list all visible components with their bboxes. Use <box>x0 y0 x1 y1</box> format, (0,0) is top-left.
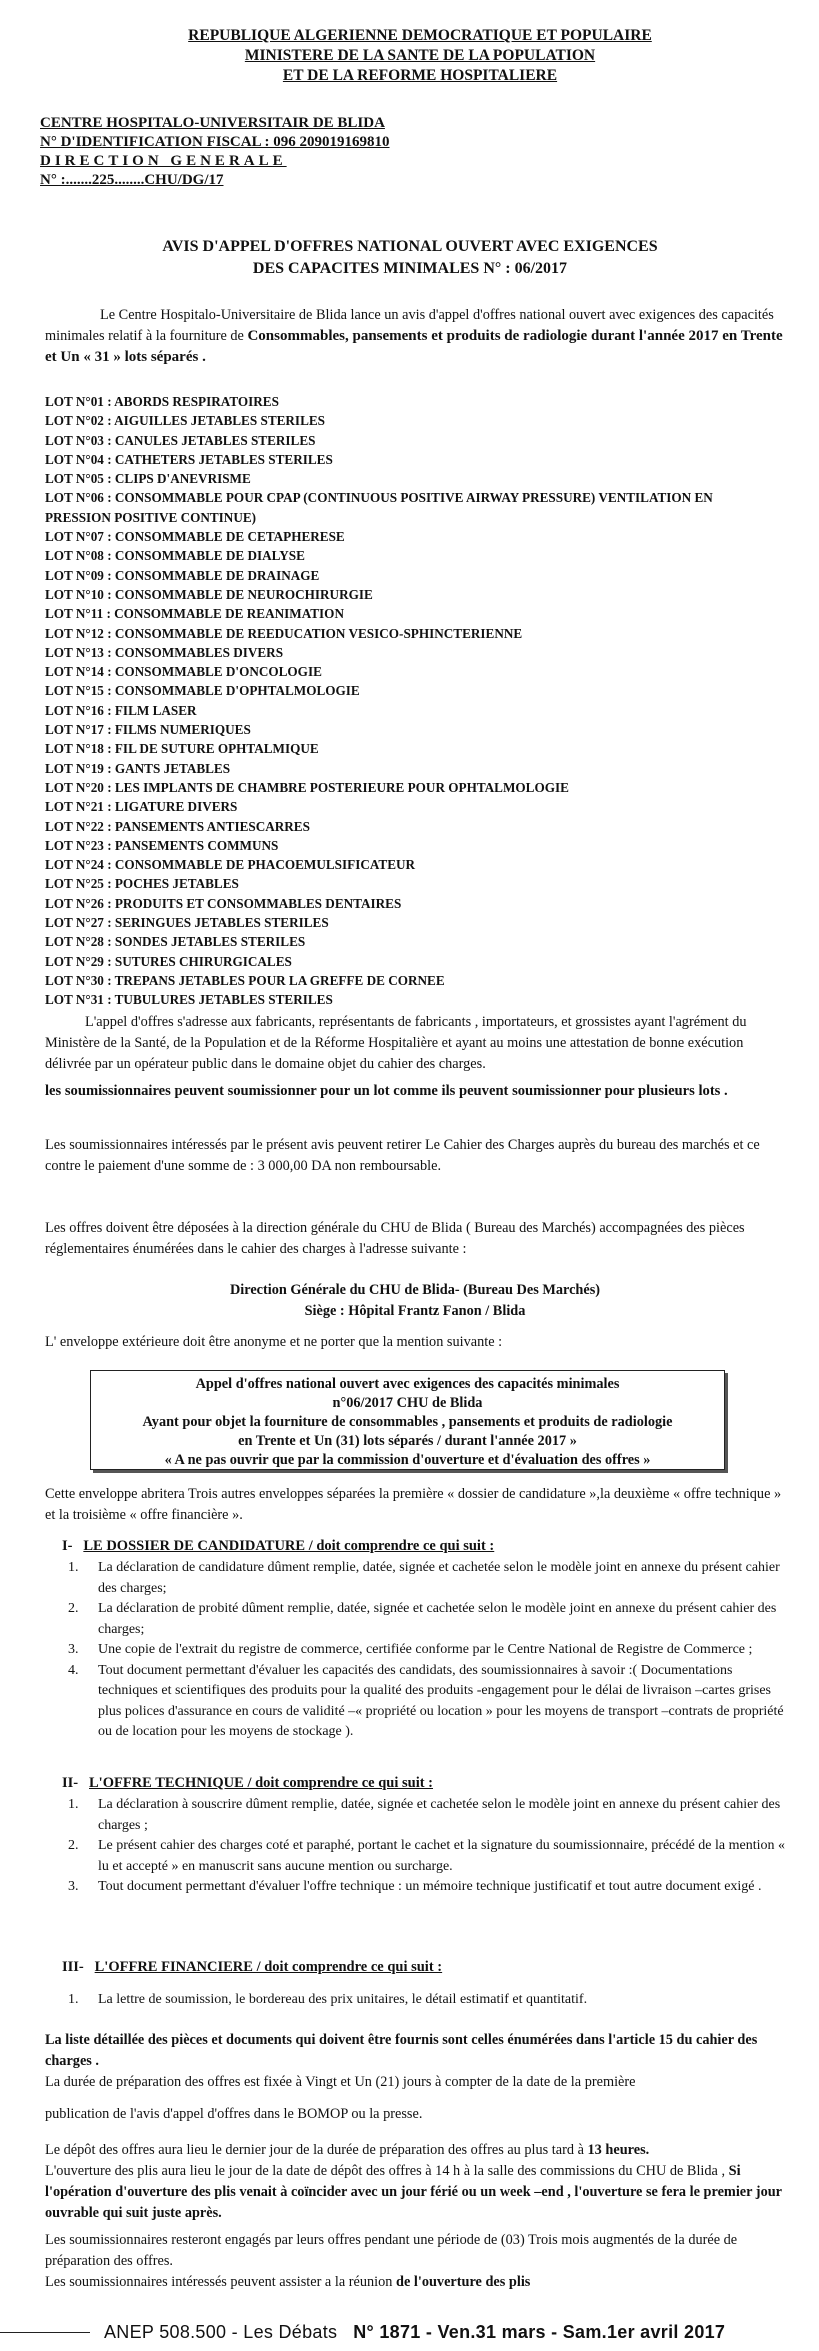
lot-item: LOT N°29 : SUTURES CHIRURGICALES <box>45 953 292 969</box>
lot-item: LOT N°23 : PANSEMENTS COMMUNS <box>45 837 279 853</box>
notice-title <box>110 236 710 280</box>
assist-paragraph <box>45 2272 785 2293</box>
intro-object: Consommables, pansements et produits de radiologie durant l'année 2017 en Trente et Un « 31 » lots séparés . <box>45 328 783 365</box>
intro-paragraph <box>45 305 785 368</box>
address-line: Direction Générale du CHU de Blida- (Bureau Des Marchés) <box>229 1282 601 1298</box>
item-text: Tout document permettant d'évaluer les capacités des candidats, des soumissionnaires à savoir :( Documentations techniques et scientifiques des produits pour la qualité des produits -engagement pour le délai de livraison –cartes grises plus polices d'assurance en cours de validité –« propriété ou location » pour les moyens de transport –contrats de propriété ou de location pour les moyens de stockage ). <box>98 1662 784 1739</box>
footer-rule <box>0 2332 90 2333</box>
box-line: « A ne pas ouvrir que par la commission d'ouverture et d'évaluation des offres » <box>164 1452 651 1468</box>
lot-item: LOT N°10 : CONSOMMABLE DE NEUROCHIRURGIE <box>45 586 373 602</box>
lot-item: PRESSION POSITIVE CONTINUE) <box>45 509 257 525</box>
envelope-paragraph: L' enveloppe extérieure doit être anonyme et ne porter que la mention suivante : <box>45 1334 503 1350</box>
notice-title-line: AVIS D'APPEL D'OFFRES NATIONAL OUVERT AVEC EXIGENCES <box>162 238 658 255</box>
lot-item: LOT N°27 : SERINGUES JETABLES STERILES <box>45 915 329 931</box>
section-financiere-title <box>62 1957 442 1978</box>
section-title: L'OFFRE FINANCIERE / doit comprendre ce qui suit : <box>94 1959 443 1975</box>
org-ref: N° :.......225........CHU/DG/17 <box>40 172 224 188</box>
address-block <box>45 1280 785 1322</box>
section-financiere-items <box>68 1990 788 2011</box>
ouverture-holiday: Si l'opération d'ouverture des plis venait à coïncider avec un jour férié ou un week –end , l'ouverture se fera le premier jour ouvrable qui suit juste après. <box>45 2163 782 2221</box>
item-text: La déclaration de candidature dûment remplie, datée, signée et cachetée selon le modèle joint en annexe du présent cahier des charges; <box>98 1560 780 1596</box>
depot-time-paragraph <box>45 2140 785 2161</box>
lot-item: LOT N°19 : GANTS JETABLES <box>45 760 231 776</box>
lot-item: LOT N°06 : CONSOMMABLE POUR CPAP (CONTINUOUS POSITIVE AIRWAY PRESSURE) VENTILATION EN <box>45 490 713 506</box>
lot-item: LOT N°12 : CONSOMMABLE DE REEDUCATION VESICO-SPHINCTERIENNE <box>45 625 523 641</box>
section-item <box>68 1661 788 1743</box>
intro-text: Le Centre Hospitalo-Universitaire de Blida lance un avis d'appel d'offres national ouvert avec exigences des capacités minimales relatif à la fourniture de <box>45 307 774 344</box>
lot-item: LOT N°18 : FIL DE SUTURE OPHTALMIQUE <box>45 741 319 757</box>
lot-item: LOT N°25 : POCHES JETABLES <box>45 876 239 892</box>
item-number: 3. <box>68 1879 79 1894</box>
article-paragraph: La liste détaillée des pièces et documents qui doivent être fournis sont celles énumérées dans l'article 15 du cahier des charges . <box>45 2032 758 2069</box>
lot-item: LOT N°01 : ABORDS RESPIRATOIRES <box>45 394 279 409</box>
item-text: La lettre de soumission, le bordereau des prix unitaires, le détail estimatif et quantitatif. <box>98 1992 588 2007</box>
lot-item: LOT N°20 : LES IMPLANTS DE CHAMBRE POSTERIEURE POUR OPHTALMOLOGIE <box>45 779 569 795</box>
header-line: ET DE LA REFORME HOSPITALIERE <box>282 67 558 84</box>
header-line: REPUBLIQUE ALGERIENNE DEMOCRATIQUE ET POPULAIRE <box>188 27 652 44</box>
section-item <box>68 1795 788 1836</box>
footer-source: ANEP 508.500 - Les Débats <box>104 2322 338 2342</box>
lot-item: LOT N°08 : CONSOMMABLE DE DIALYSE <box>45 548 305 564</box>
lots-list <box>45 392 785 1010</box>
org-direction: DIRECTION GENERALE <box>40 153 287 169</box>
section-item <box>68 1640 788 1661</box>
section-number: III- <box>62 1959 84 1975</box>
notice-title-line: DES CAPACITES MINIMALES N° : 06/2017 <box>252 260 568 277</box>
section-number: I- <box>62 1538 73 1554</box>
lot-item: LOT N°21 : LIGATURE DIVERS <box>45 799 238 815</box>
section-item <box>68 1599 788 1640</box>
header-line: MINISTERE DE LA SANTE DE LA POPULATION <box>244 47 596 64</box>
lot-item: LOT N°26 : PRODUITS ET CONSOMMABLES DENTAIRES <box>45 895 402 911</box>
organization-block <box>40 114 390 190</box>
lot-item: LOT N°02 : AIGUILLES JETABLES STERILES <box>45 413 325 429</box>
address-line: Siège : Hôpital Frantz Fanon / Blida <box>304 1303 526 1319</box>
lot-item: LOT N°09 : CONSOMMABLE DE DRAINAGE <box>45 567 320 583</box>
engagement-paragraph: Les soumissionnaires resteront engagés par leurs offres pendant une période de (03) Trois mois augmentés de la durée de préparation des offres. <box>45 2232 738 2269</box>
footer-issue: N° 1871 - Ven.31 mars - Sam.1er avril 2017 <box>353 2322 726 2342</box>
section-number: II- <box>62 1775 79 1791</box>
eligibility-paragraph: L'appel d'offres s'adresse aux fabricants, représentants de fabricants , importateurs, et grossistes ayant l'agrément du Ministère de la Santé, de la Population et de la Réforme Hospitalière et ayant au moins une attestation de bonne exécution délivrée par un opérateur public dans le domaine objet du cahier des charges. <box>45 1014 747 1072</box>
item-number: 1. <box>68 1797 79 1812</box>
item-text: La déclaration à souscrire dûment remplie, datée, signée et cachetée selon le modèle joint en annexe du présent cahier des charges ; <box>98 1797 781 1833</box>
depot-paragraph: Les offres doivent être déposées à la direction générale du CHU de Blida ( Bureau des Marchés) accompagnées des pièces réglementaires énumérées dans le cahier des charges à l'adresse suivante : <box>45 1220 745 1257</box>
lot-item: LOT N°11 : CONSOMMABLE DE REANIMATION <box>45 606 344 622</box>
lot-item: LOT N°03 : CANULES JETABLES STERILES <box>45 432 316 448</box>
section-technique-items <box>68 1795 788 1898</box>
assist-text: Les soumissionnaires intéressés peuvent assister a la réunion <box>45 2274 396 2290</box>
section-technique-title <box>62 1773 433 1794</box>
section-item <box>68 1836 788 1877</box>
section-item <box>68 1558 788 1599</box>
depot-time-text: Le dépôt des offres aura lieu le dernier jour de la durée de préparation des offres au plus tard à <box>45 2142 588 2158</box>
item-number: 2. <box>68 1838 79 1853</box>
three-envelopes-paragraph: Cette enveloppe abritera Trois autres enveloppes séparées la première « dossier de candidature »,la deuxième « offre technique » et la troisième « offre financière ». <box>45 1486 782 1523</box>
lot-item: LOT N°17 : FILMS NUMERIQUES <box>45 722 251 738</box>
lot-item: LOT N°28 : SONDES JETABLES STERILES <box>45 934 306 950</box>
item-text: Le présent cahier des charges coté et paraphé, portant le cachet et la signature du soumissionnaire, précédé de la mention « lu et accepté » en manuscrit sans aucune mention ou surcharge. <box>98 1838 786 1874</box>
ouverture-paragraph <box>45 2161 785 2224</box>
box-line: Appel d'offres national ouvert avec exigences des capacités minimales <box>195 1376 620 1392</box>
section-candidature-title <box>62 1536 494 1557</box>
item-number: 4. <box>68 1662 79 1678</box>
lot-item: LOT N°04 : CATHETERS JETABLES STERILES <box>45 451 333 467</box>
org-nif: N° D'IDENTIFICATION FISCAL : 096 209019169810 <box>40 134 390 150</box>
item-text: Une copie de l'extrait du registre de commerce, certifiée conforme par le Centre National de Registre de Commerce ; <box>98 1642 753 1657</box>
item-number: 1. <box>68 1992 79 2007</box>
box-line: Ayant pour objet la fourniture de consommables , pansements et produits de radiologie <box>142 1414 673 1430</box>
duree-text: La durée de préparation des offres est fixée à Vingt et Un (21) jours à compter de la date de la première <box>45 2074 636 2090</box>
box-line: en Trente et Un (31) lots séparés / durant l'année 2017 » <box>238 1433 577 1449</box>
section-title: LE DOSSIER DE CANDIDATURE / doit comprendre ce qui suit : <box>83 1538 495 1554</box>
item-text: La déclaration de probité dûment remplie, datée, signée et cachetée selon le modèle joint en annexe du présent cahier des charges; <box>98 1601 777 1637</box>
lot-item: LOT N°16 : FILM LASER <box>45 702 197 718</box>
item-number: 1. <box>68 1560 79 1575</box>
lot-item: LOT N°30 : TREPANS JETABLES POUR LA GREFFE DE CORNEE <box>45 972 445 988</box>
envelope-mention-box <box>90 1370 725 1470</box>
depot-time-hour: 13 heures. <box>587 2142 650 2158</box>
lot-item: LOT N°05 : CLIPS D'ANEVRISME <box>45 471 251 487</box>
footer-text <box>104 2322 725 2343</box>
republic-header <box>150 26 690 86</box>
item-text: Tout document permettant d'évaluer l'offre technique : un mémoire technique justificatif et tout autre document exigé . <box>98 1879 762 1894</box>
lots-paragraph: les soumissionnaires peuvent soumissionner pour un lot comme ils peuvent soumissionner pour plusieurs lots . <box>45 1083 728 1099</box>
lot-item: LOT N°07 : CONSOMMABLE DE CETAPHERESE <box>45 529 345 545</box>
duree-line-2: publication de l'avis d'appel d'offres dans le BOMOP ou la presse. <box>45 2106 423 2122</box>
section-candidature-items <box>68 1558 788 1743</box>
lot-item: LOT N°31 : TUBULURES JETABLES STERILES <box>45 992 333 1008</box>
assist-bold: de l'ouverture des plis <box>396 2274 531 2290</box>
lot-item: LOT N°14 : CONSOMMABLE D'ONCOLOGIE <box>45 664 322 680</box>
newspaper-footer <box>0 2318 819 2351</box>
cahier-paragraph: Les soumissionnaires intéressés par le présent avis peuvent retirer Le Cahier des Charges auprès du bureau des marchés et ce contre le paiement d'une somme de : 3 000,00 DA non remboursable. <box>45 1137 760 1174</box>
lot-item: LOT N°13 : CONSOMMABLES DIVERS <box>45 644 284 660</box>
item-number: 3. <box>68 1642 79 1657</box>
org-name: CENTRE HOSPITALO-UNIVERSITAIR DE BLIDA <box>40 115 385 131</box>
ouverture-text: L'ouverture des plis aura lieu le jour de la date de dépôt des offres à 14 h à la salle des commissions du CHU de Blida , <box>45 2163 729 2179</box>
box-line: n°06/2017 CHU de Blida <box>332 1395 483 1411</box>
section-title: L'OFFRE TECHNIQUE / doit comprendre ce qui suit : <box>89 1775 433 1791</box>
item-number: 2. <box>68 1601 79 1616</box>
section-item <box>68 1990 788 2011</box>
lot-item: LOT N°24 : CONSOMMABLE DE PHACOEMULSIFICATEUR <box>45 857 416 873</box>
lot-item: LOT N°15 : CONSOMMABLE D'OPHTALMOLOGIE <box>45 683 360 699</box>
lot-item: LOT N°22 : PANSEMENTS ANTIESCARRES <box>45 818 310 834</box>
section-item <box>68 1877 788 1898</box>
duree-line-1 <box>45 2072 785 2093</box>
